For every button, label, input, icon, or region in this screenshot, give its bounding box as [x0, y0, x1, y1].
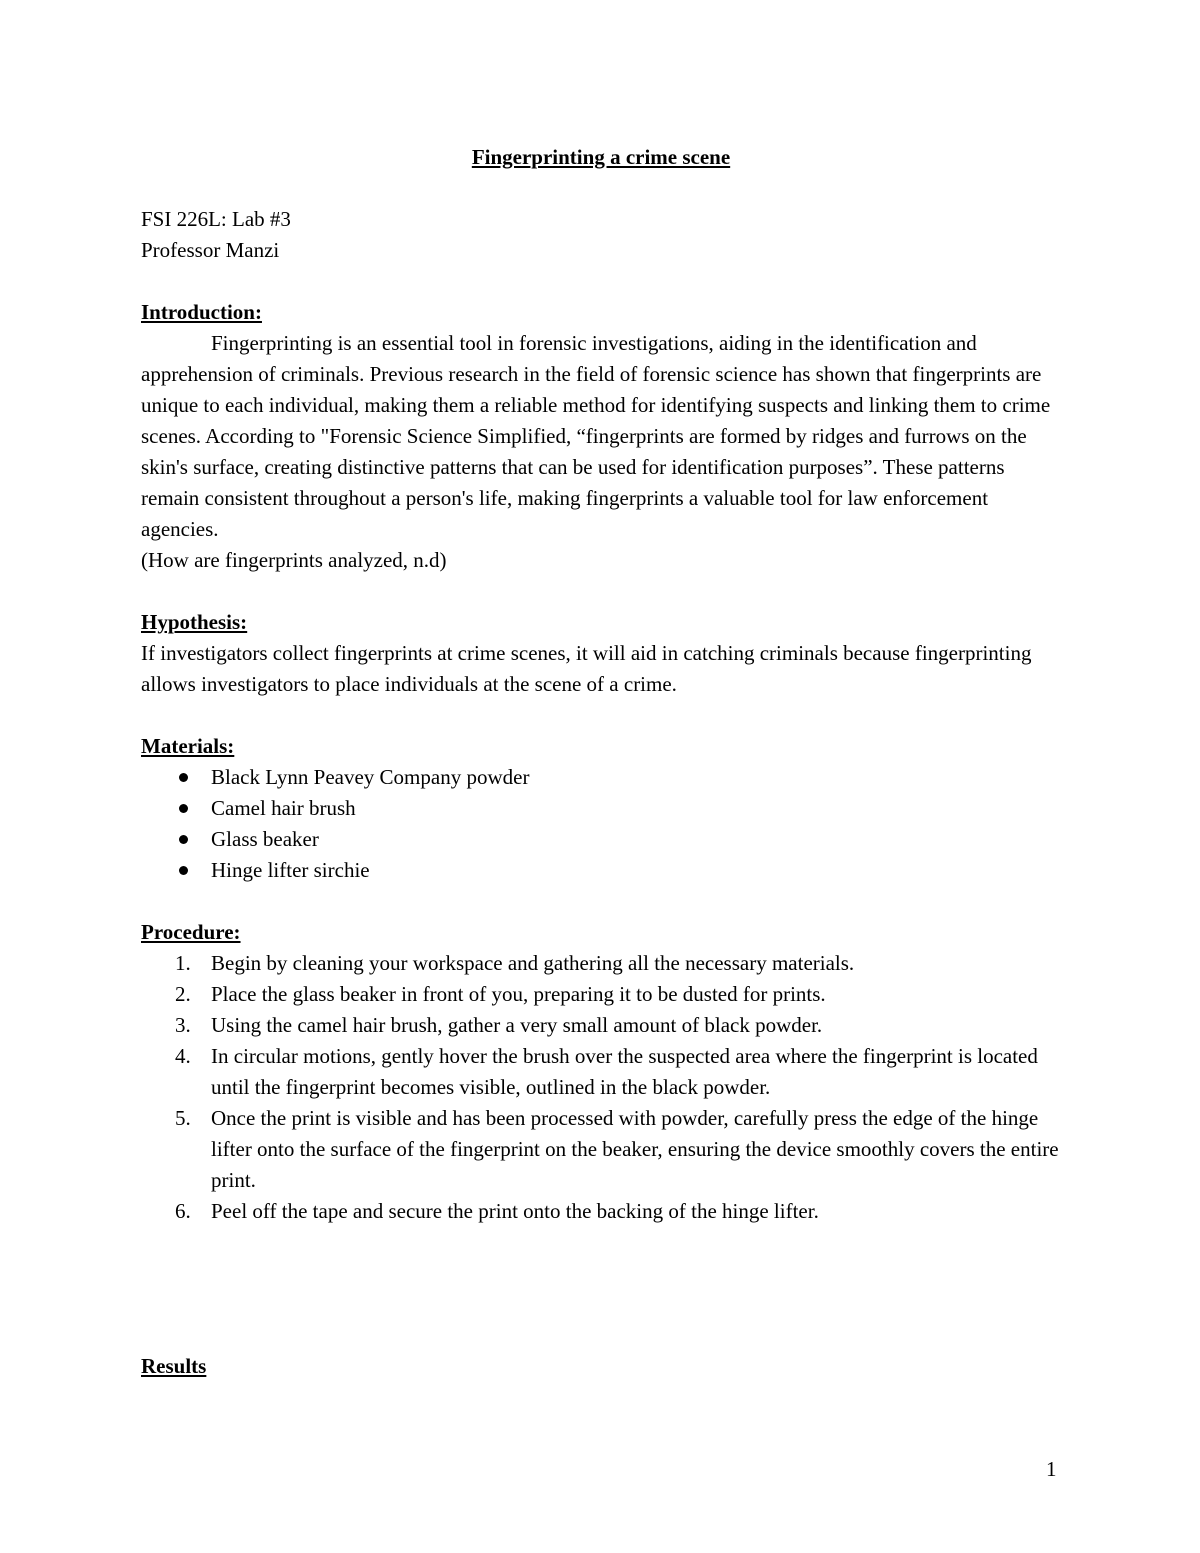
- results-heading: Results: [141, 1354, 207, 1378]
- material-text: Hinge lifter sirchie: [211, 858, 370, 882]
- step-number: 6.: [175, 1199, 191, 1223]
- list-item: [141, 1010, 1061, 1041]
- step-text: Using the camel hair brush, gather a very small amount of black powder.: [211, 1013, 823, 1037]
- hypothesis-heading: Hypothesis:: [141, 610, 248, 634]
- step-text: Begin by cleaning your workspace and gathering all the necessary materials.: [211, 951, 855, 975]
- spacer: [141, 1289, 1061, 1320]
- materials-list: [141, 762, 1061, 886]
- spacer: [141, 1258, 1061, 1289]
- introduction-heading: Introduction:: [141, 300, 262, 324]
- document-title: Fingerprinting a crime scene: [471, 145, 731, 169]
- step-number: 1.: [175, 951, 191, 975]
- list-item: [141, 1103, 1061, 1196]
- spacer: [141, 173, 1061, 204]
- spacer: [141, 266, 1061, 297]
- materials-heading: Materials:: [141, 734, 235, 758]
- step-number: 3.: [175, 1013, 191, 1037]
- spacer: [141, 1320, 1061, 1351]
- spacer: [141, 886, 1061, 917]
- bullet-icon: [179, 835, 188, 844]
- bullet-icon: [179, 866, 188, 875]
- hypothesis-text: If investigators collect fingerprints at crime scenes, it will aid in catching criminals because fingerprinting allows investigators to place individuals at the scene of a crime.: [141, 641, 1032, 696]
- page-number: 1: [1046, 1457, 1057, 1481]
- professor-line: Professor Manzi: [141, 238, 280, 262]
- spacer: [141, 700, 1061, 731]
- spacer: [141, 1227, 1061, 1258]
- spacer: [141, 576, 1061, 607]
- step-text: Once the print is visible and has been processed with powder, carefully press the edge of the hinge lifter onto the surface of the fingerprint on the beaker, ensuring the device smoothly covers the entire print.: [211, 1106, 1059, 1192]
- material-text: Glass beaker: [211, 827, 319, 851]
- document-body: [141, 142, 1061, 1382]
- procedure-list: [141, 948, 1061, 1227]
- material-text: Camel hair brush: [211, 796, 356, 820]
- list-item: [141, 979, 1061, 1010]
- list-item: [141, 824, 1061, 855]
- step-number: 5.: [175, 1106, 191, 1130]
- step-text: Place the glass beaker in front of you, preparing it to be dusted for prints.: [211, 982, 826, 1006]
- list-item: [141, 1196, 1061, 1227]
- step-text: In circular motions, gently hover the brush over the suspected area where the fingerprint is located until the fingerprint becomes visible, outlined in the black powder.: [211, 1044, 1038, 1099]
- step-number: 2.: [175, 982, 191, 1006]
- bullet-icon: [179, 804, 188, 813]
- step-number: 4.: [175, 1044, 191, 1068]
- introduction-paragraph: Fingerprinting is an essential tool in forensic investigations, aiding in the identification and apprehension of criminals. Previous research in the field of forensic science has shown that fingerprints are unique to each individual, making them a reliable method for identifying suspects and linking them to crime scenes. According to "Forensic Science Simplified, “fingerprints are formed by ridges and furrows on the skin's surface, creating distinctive patterns that can be used for identification purposes”. These patterns remain consistent throughout a person's life, making fingerprints a valuable tool for law enforcement agencies.: [141, 331, 1051, 541]
- bullet-icon: [179, 773, 188, 782]
- procedure-heading: Procedure:: [141, 920, 241, 944]
- introduction-citation: (How are fingerprints analyzed, n.d): [141, 548, 447, 572]
- list-item: [141, 762, 1061, 793]
- list-item: [141, 948, 1061, 979]
- step-text: Peel off the tape and secure the print onto the backing of the hinge lifter.: [211, 1199, 819, 1223]
- list-item: [141, 793, 1061, 824]
- material-text: Black Lynn Peavey Company powder: [211, 765, 530, 789]
- list-item: [141, 855, 1061, 886]
- list-item: [141, 1041, 1061, 1103]
- course-line: FSI 226L: Lab #3: [141, 207, 291, 231]
